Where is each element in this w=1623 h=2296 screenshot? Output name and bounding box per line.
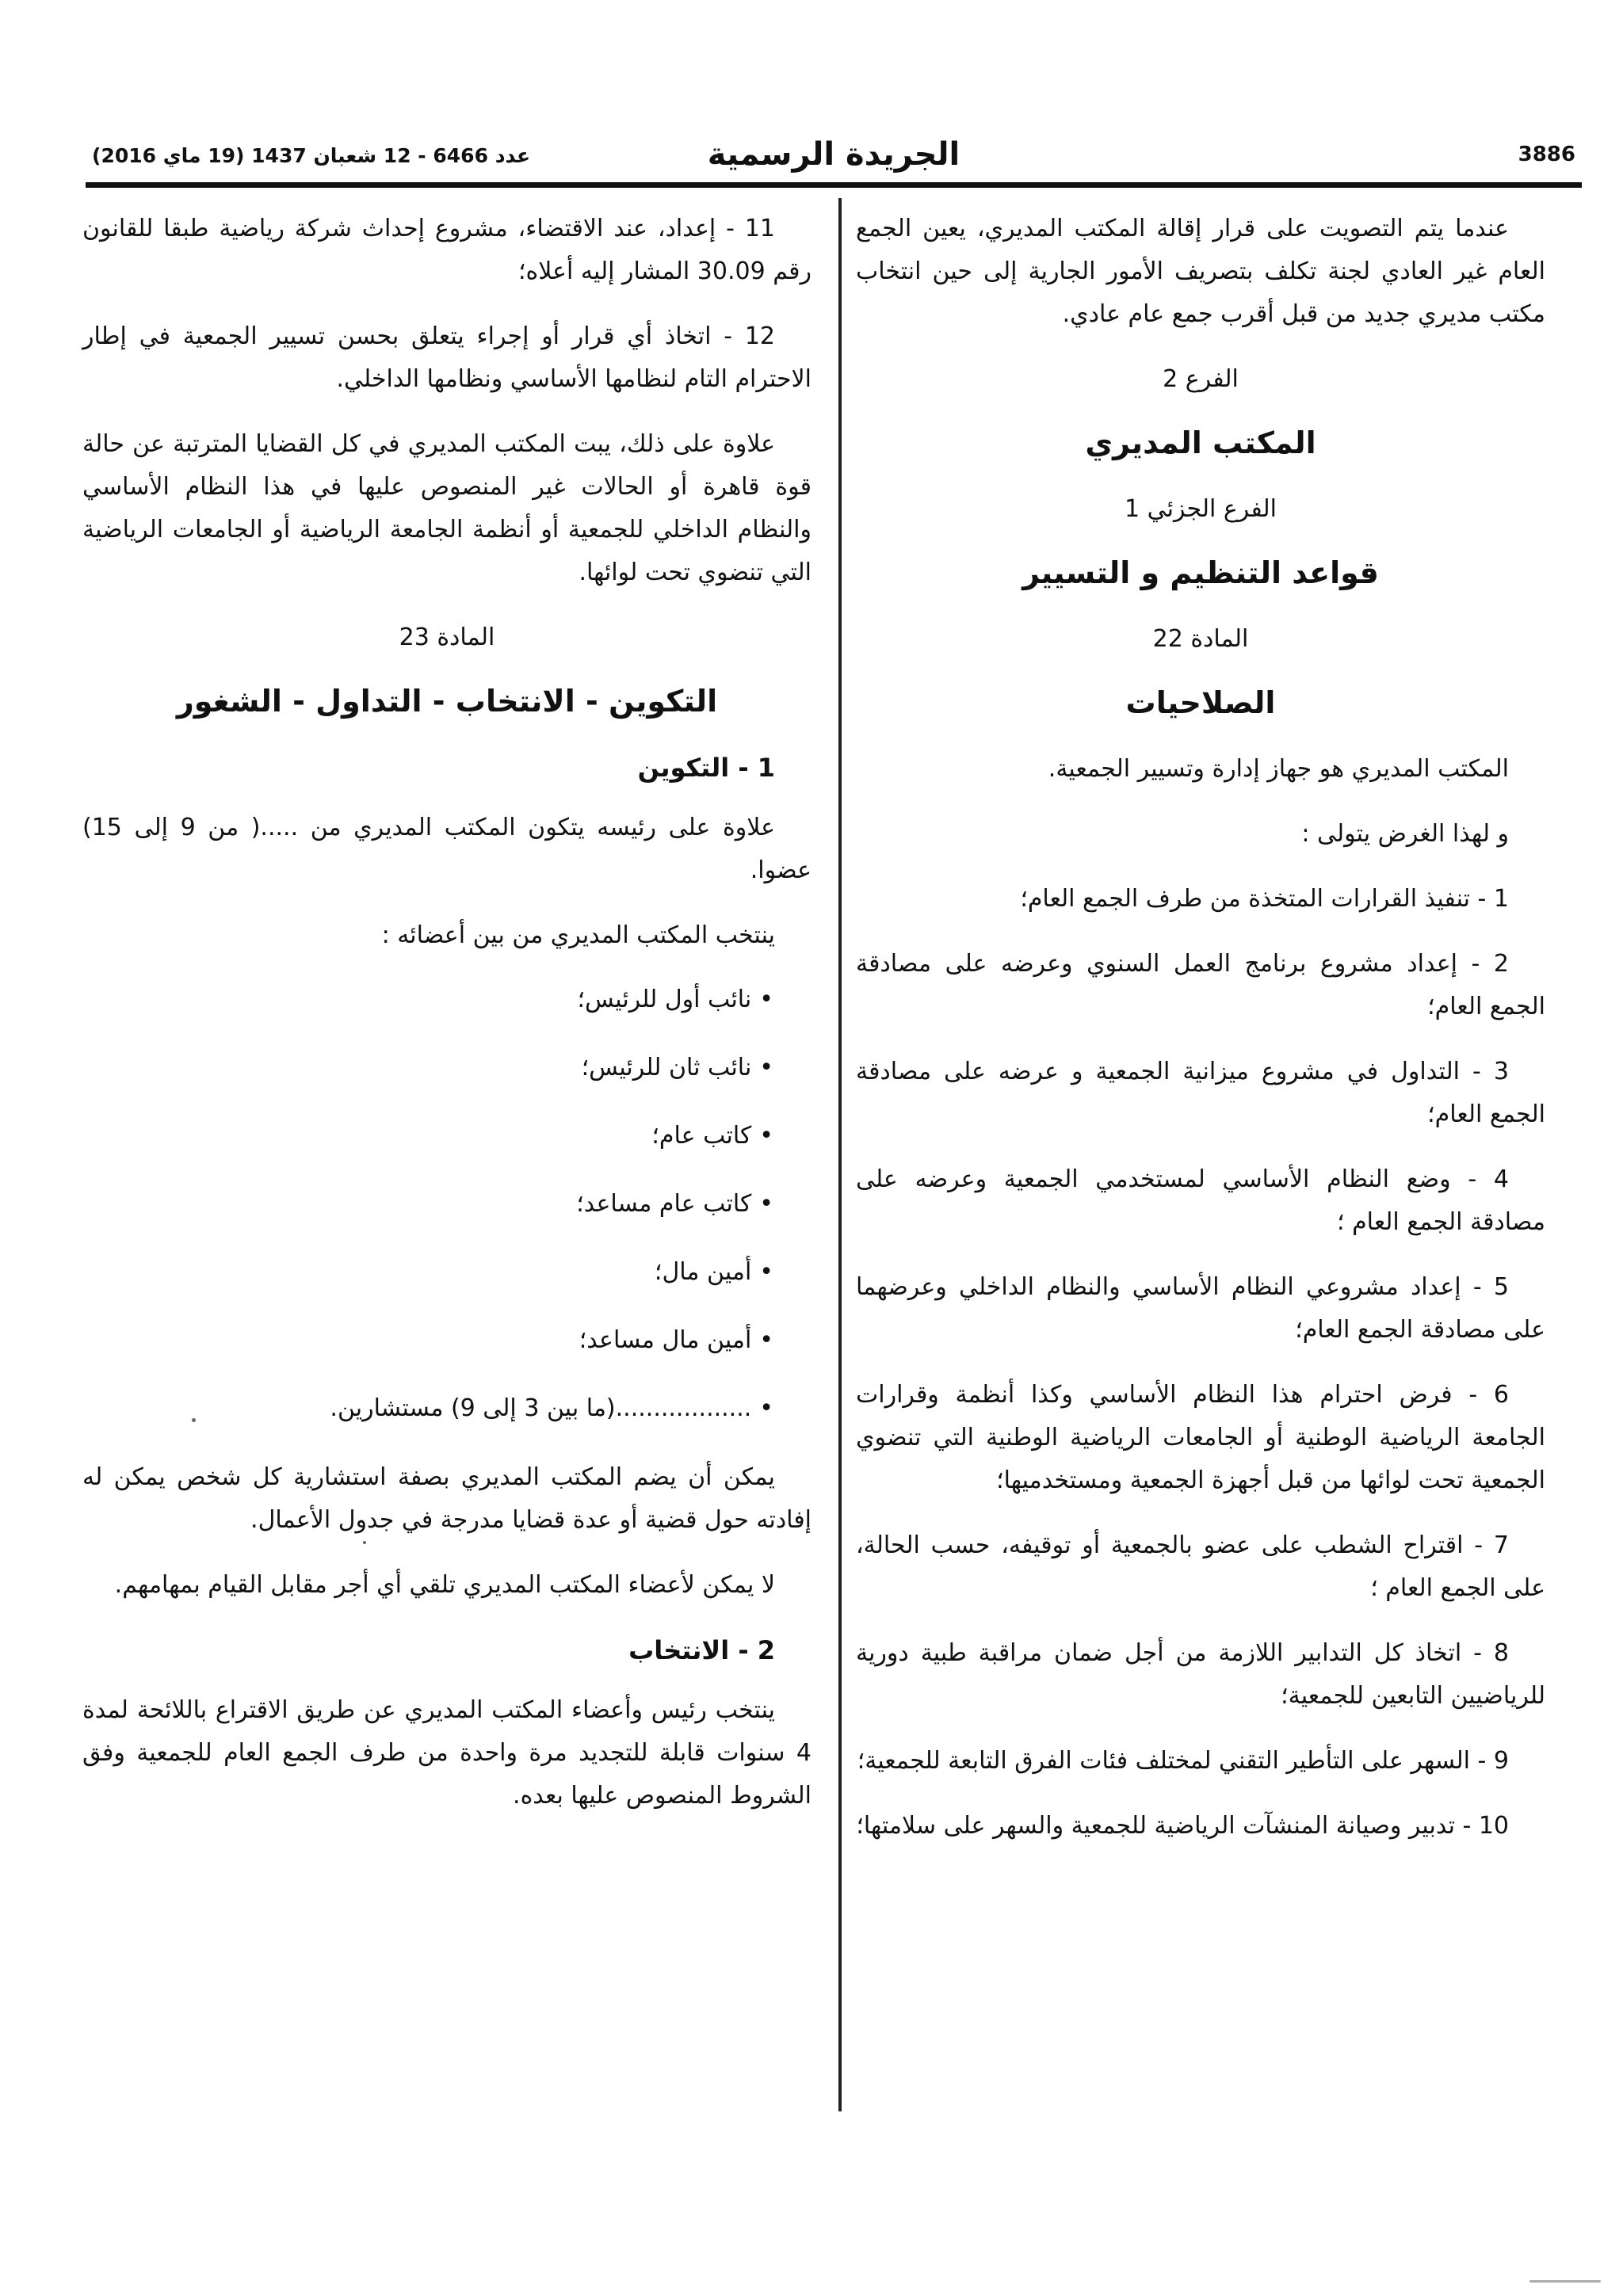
right-column: [856, 208, 1545, 1870]
scan-speck: [1529, 2280, 1601, 2283]
list-item: 7 - اقتراح الشطب على عضو بالجمعية أو توقيفه، حسب الحالة، على الجمع العام ؛: [856, 1531, 1545, 1602]
article-22-title: الصلاحيات: [1125, 685, 1276, 720]
article-23-title: التكوين - الانتخاب - التداول - الشغور: [176, 684, 718, 719]
list-item: • كاتب عام مساعد؛: [82, 1184, 773, 1225]
list-item: 12 - اتخاذ أي قرار أو إجراء يتعلق بحسن تسيير الجمعية في إطار الاحترام التام لنظامها الأساسي ونظامها الداخلي.: [82, 322, 812, 393]
article-22-label: المادة 22: [1152, 625, 1249, 653]
article-23-label: المادة 23: [399, 624, 495, 651]
members-list: [82, 979, 812, 1429]
subbranch-title: قواعد التنظيم و التسيير: [1022, 555, 1379, 590]
advisory-paragraph: يمكن أن يضم المكتب المديري بصفة استشارية كل شخص يمكن له إفادته حول قضية أو عدة قضايا مدرجة في جدول الأعمال.: [82, 1463, 812, 1534]
list-item: 11 - إعداد، عند الاقتضاء، مشروع إحداث شركة رياضية طبقا للقانون رقم 30.09 المشار إليه أعلاه؛: [82, 215, 812, 285]
subbranch-label: الفرع الجزئي 1: [1124, 495, 1277, 523]
list-item: 9 - السهر على التأطير التقني لمختلف فئات الفرق التابعة للجمعية؛: [857, 1747, 1509, 1775]
column-divider: [838, 198, 842, 2111]
list-item: 10 - تدبير وصيانة المنشآت الرياضية للجمعية والسهر على سلامتها؛: [856, 1812, 1509, 1840]
elects-paragraph: ينتخب المكتب المديري من بين أعضائه :: [381, 921, 775, 949]
list-item: • أمين مال؛: [82, 1252, 773, 1293]
list-item: 5 - إعداد مشروعي النظام الأساسي والنظام الداخلي وعرضهما على مصادقة الجمع العام؛: [856, 1273, 1545, 1344]
intro-paragraph: عندما يتم التصويت على قرار إقالة المكتب المديري، يعين الجمع العام غير العادي لجنة تكلف بتصريف الأمور الجارية إلى حين انتخاب مكتب مديري جديد من قبل أقرب جمع عام عادي.: [856, 215, 1545, 328]
purpose-paragraph: و لهذا الغرض يتولى :: [1301, 820, 1509, 848]
branch-title: المكتب المديري: [1085, 425, 1316, 460]
list-item: • أمين مال مساعد؛: [82, 1320, 773, 1361]
list-item: • نائب ثان للرئيس؛: [82, 1047, 773, 1089]
left-column: [82, 208, 812, 1840]
scan-speck: [192, 1418, 196, 1422]
list-item: • نائب أول للرئيس؛: [82, 979, 773, 1020]
list-item: • كاتب عام؛: [82, 1116, 773, 1157]
composition-paragraph: علاوة على رئيسه يتكون المكتب المديري من .....( من 9 إلى 15) عضوا.: [82, 814, 812, 884]
force-majeure-paragraph: علاوة على ذلك، يبت المكتب المديري في كل القضايا المترتبة عن حالة قوة قاهرة أو الحالات غير المنصوص عليها في هذا النظام الأساسي والنظام الداخلي للجمعية أو أنظمة الجامعة الرياضية أو الجامعات الرياضية التي تنضوي تحت لوائها.: [82, 430, 812, 586]
section-election-title: 2 - الانتخاب: [628, 1635, 775, 1665]
list-item: 4 - وضع النظام الأساسي لمستخدمي الجمعية وعرضه على مصادقة الجمع العام ؛: [856, 1165, 1545, 1236]
page-header: [86, 136, 1582, 177]
election-paragraph: ينتخب رئيس وأعضاء المكتب المديري عن طريق الاقتراع باللائحة لمدة 4 سنوات قابلة للتجديد مرة واحدة من طرف الجمع العام للجمعية وفق الشروط المنصوص عليها بعده.: [82, 1696, 812, 1810]
section-composition-title: 1 - التكوين: [637, 753, 775, 783]
definition-paragraph: المكتب المديري هو جهاز إدارة وتسيير الجمعية.: [1048, 755, 1509, 783]
list-item: 8 - اتخاذ كل التدابير اللازمة من أجل ضمان مراقبة طبية دورية للرياضيين التابعين للجمعية؛: [856, 1639, 1545, 1710]
no-pay-paragraph: لا يمكن لأعضاء المكتب المديري تلقي أي أجر مقابل القيام بمهامهم.: [114, 1571, 775, 1599]
header-rule: [86, 182, 1582, 188]
list-item: 6 - فرض احترام هذا النظام الأساسي وكذا أنظمة وقرارات الجامعة الرياضية الوطنية أو الجامعات الرياضية الوطنية التي تنضوي الجمعية تحت لوائها من قبل أجهزة الجمعية ومستخدميها؛: [856, 1381, 1545, 1494]
list-item: 2 - إعداد مشروع برنامج العمل السنوي وعرضه على مصادقة الجمع العام؛: [856, 950, 1545, 1020]
page-number: 3886: [1518, 143, 1575, 166]
list-item: 1 - تنفيذ القرارات المتخذة من طرف الجمع العام؛: [1020, 885, 1509, 913]
issue-info: عدد 6466 - 12 شعبان 1437 (19 ماي 2016): [92, 144, 531, 167]
branch-label: الفرع 2: [1163, 365, 1239, 393]
list-item: 3 - التداول في مشروع ميزانية الجمعية و عرضه على مصادقة الجمع العام؛: [856, 1058, 1545, 1128]
gazette-title: الجريدة الرسمية: [707, 136, 960, 173]
scan-speck: [363, 1541, 366, 1544]
list-item: • ..................(ما بين 3 إلى 9) مستشارين.: [82, 1388, 773, 1429]
